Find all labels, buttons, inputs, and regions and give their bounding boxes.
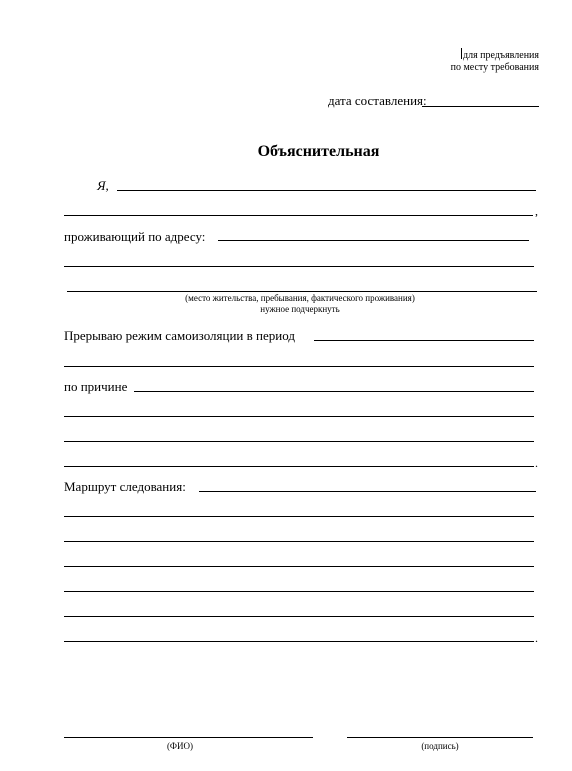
route-field-line-1[interactable] <box>199 491 536 492</box>
reason-period-end: . <box>535 456 538 470</box>
address-field-line-2[interactable] <box>64 266 534 267</box>
reason-field-line-3[interactable] <box>64 441 534 442</box>
route-field-line-3[interactable] <box>64 541 534 542</box>
route-field-line-7[interactable] <box>64 641 534 642</box>
address-label: проживающий по адресу: <box>64 229 206 244</box>
route-field-line-6[interactable] <box>64 616 534 617</box>
reason-field-line-1[interactable] <box>134 391 534 392</box>
address-caption <box>140 293 460 315</box>
period-field-line-1[interactable] <box>314 340 534 341</box>
address-field-line-3[interactable] <box>67 291 537 292</box>
name-prefix: Я, <box>97 178 109 193</box>
period-field-line-2[interactable] <box>64 366 534 367</box>
reason-field-line-4[interactable] <box>64 466 534 467</box>
signature-field-line[interactable] <box>347 737 533 738</box>
name-field-line-1[interactable] <box>117 190 536 191</box>
reason-field-line-2[interactable] <box>64 416 534 417</box>
route-field-line-4[interactable] <box>64 566 534 567</box>
fio-caption: (ФИО) <box>166 741 194 751</box>
name-field-line-2[interactable] <box>64 215 533 216</box>
address-field-line-1[interactable] <box>218 240 529 241</box>
header-note-line2: по месту требования <box>450 62 539 73</box>
page-title: Объяснительная <box>257 143 380 160</box>
text-cursor <box>461 48 462 59</box>
name-comma: , <box>535 204 538 218</box>
route-field-line-5[interactable] <box>64 591 534 592</box>
header-note-line1: для предъявления <box>462 50 539 61</box>
route-period-end: . <box>535 631 538 645</box>
date-field-line[interactable] <box>422 106 539 107</box>
route-label: Маршрут следования: <box>64 479 186 494</box>
date-label: дата составления: <box>328 93 427 108</box>
fio-field-line[interactable] <box>64 737 313 738</box>
address-caption-line1: (место жительства, пребывания, фактического проживания) <box>185 293 415 303</box>
route-field-line-2[interactable] <box>64 516 534 517</box>
header-note <box>339 48 539 74</box>
reason-label: по причине <box>64 379 128 394</box>
address-caption-line2: нужное подчеркнуть <box>260 304 340 314</box>
period-label: Прерываю режим самоизоляции в период <box>64 328 295 343</box>
signature-caption: (подпись) <box>421 741 459 751</box>
